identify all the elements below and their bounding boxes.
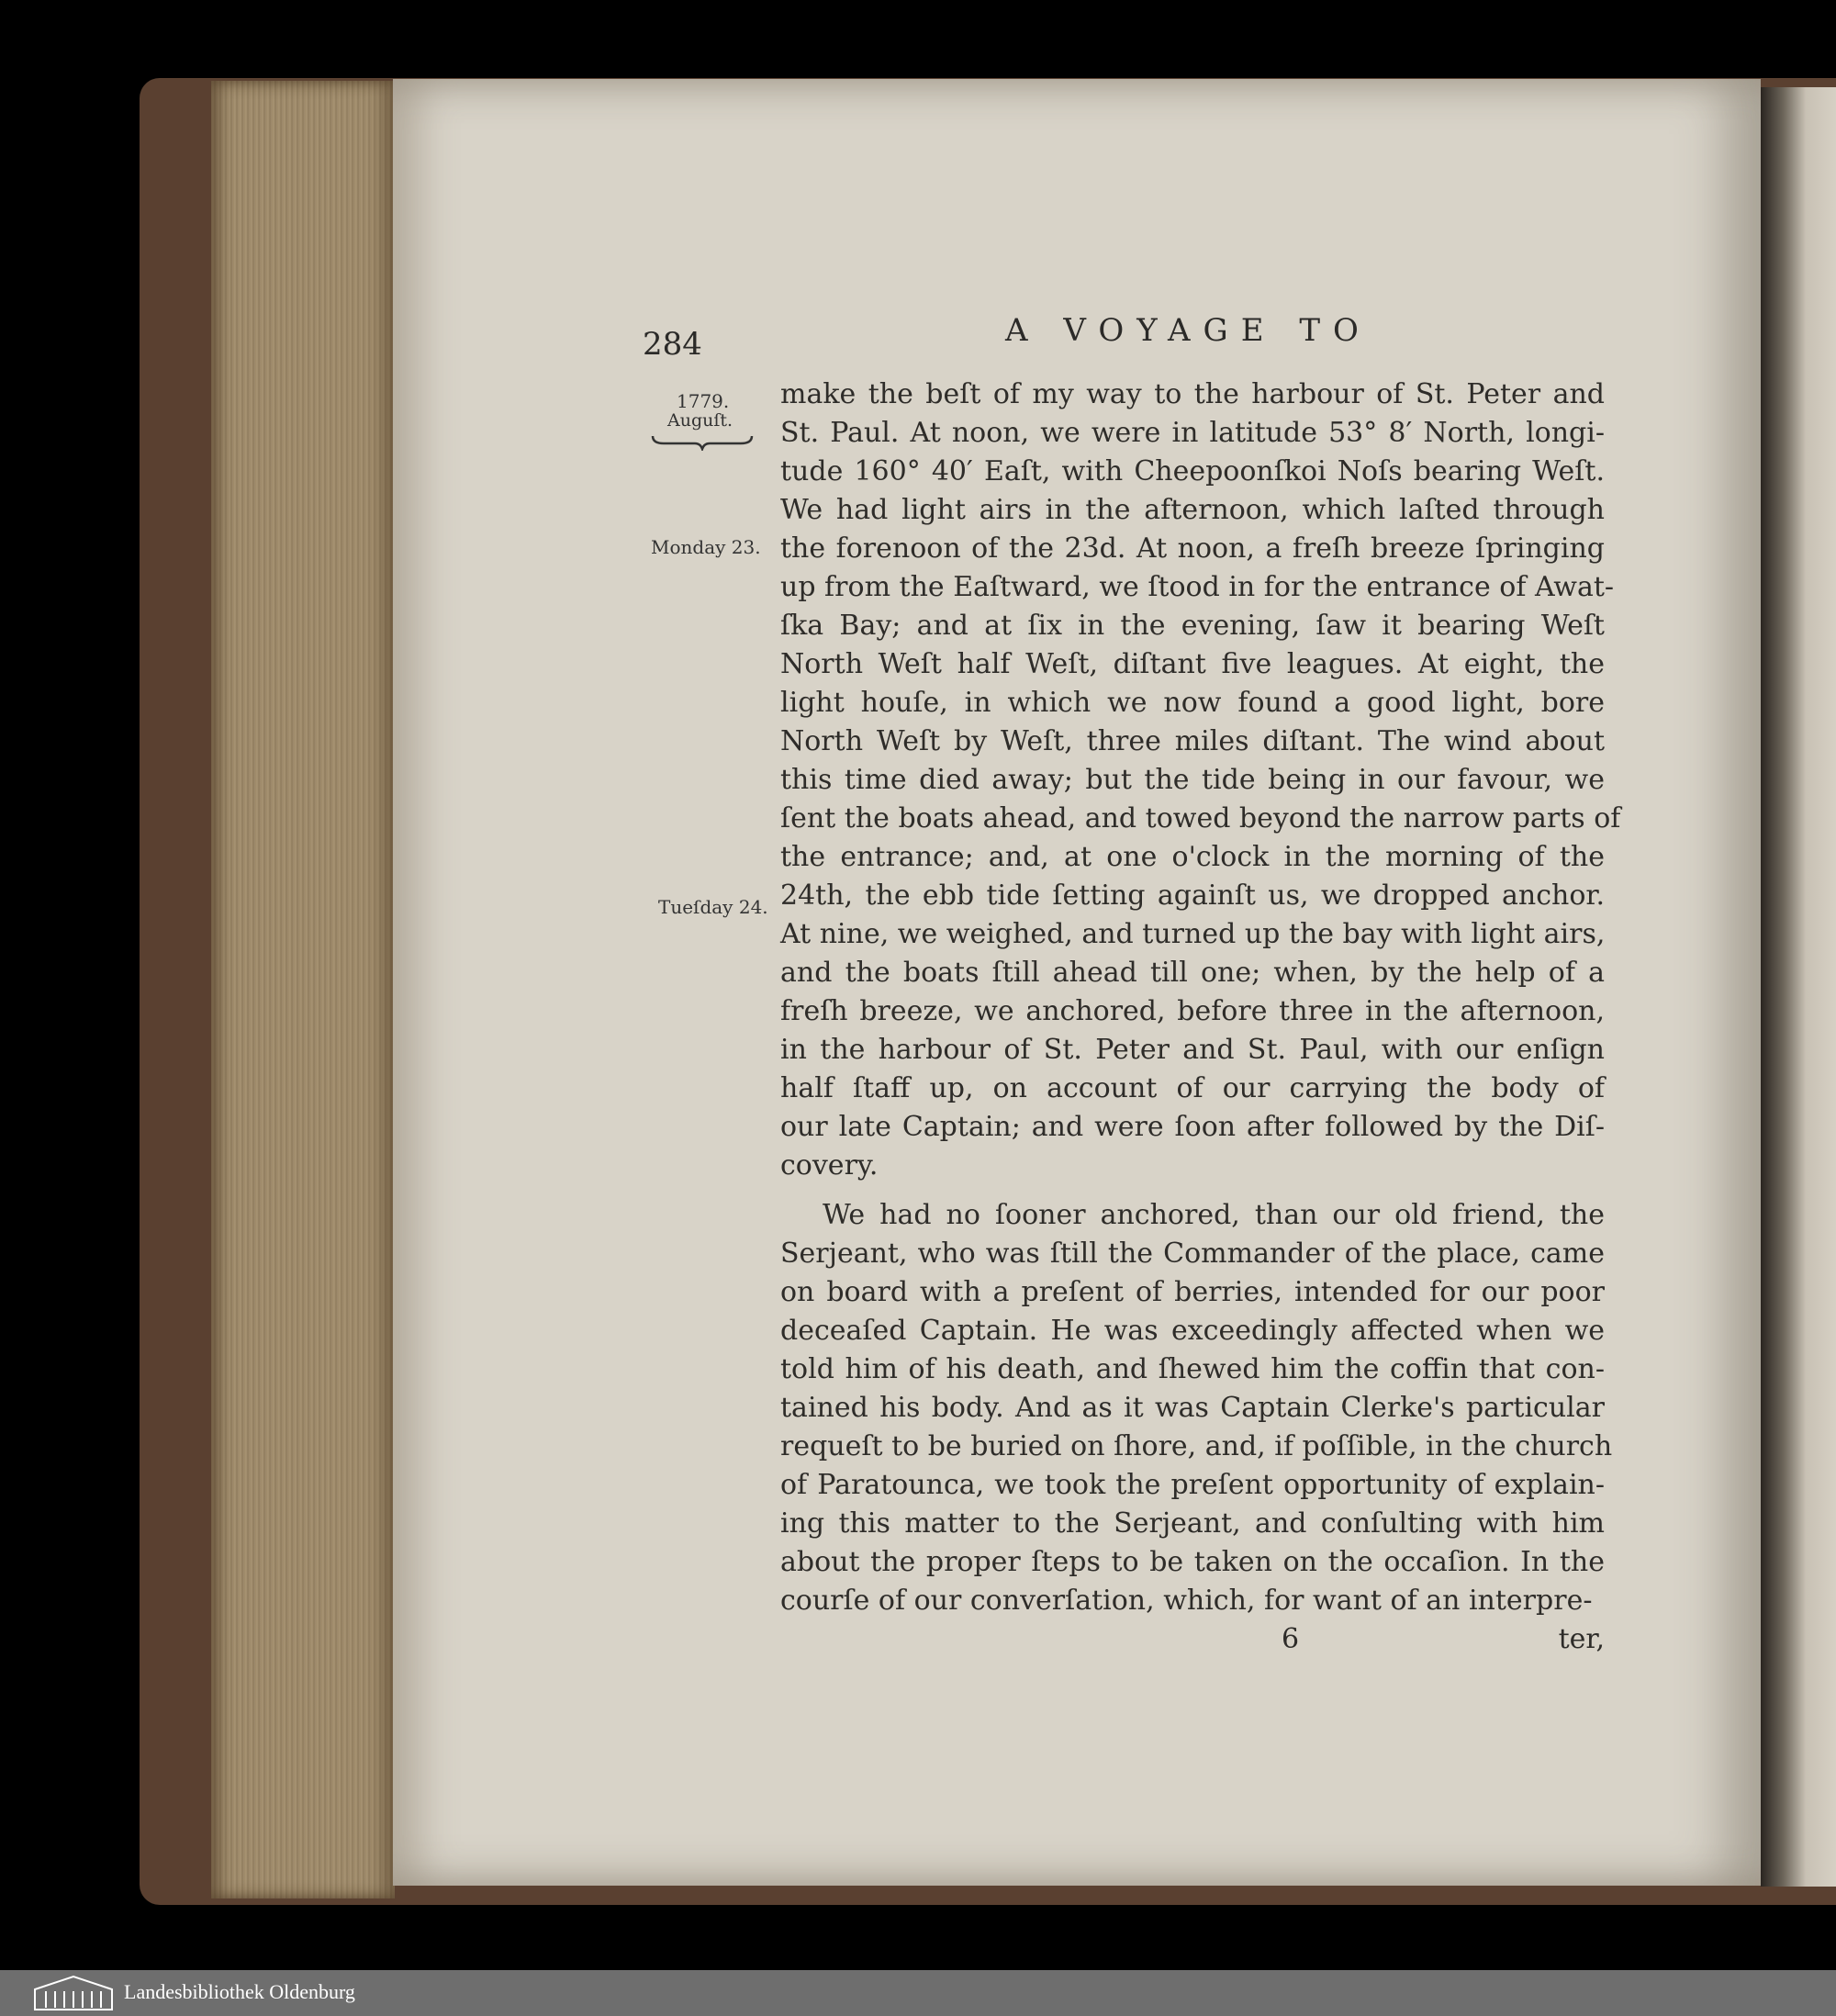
library-name: Landesbibliothek Oldenburg <box>124 1980 355 2003</box>
text-line: freſh breeze, we anchored, before three in the afternoon, <box>780 995 1605 1027</box>
text-line: half ſtaff up, on account of our carrying the body of <box>780 1072 1605 1104</box>
text-line: the entrance; and, at one o'clock in the morning of the <box>780 841 1605 873</box>
text-line: North Weſt by Weſt, three miles diſtant. The wind about <box>780 725 1605 757</box>
date-brace-icon <box>651 434 754 451</box>
text-line: on board with a preſent of berries, intended for our poor <box>780 1276 1605 1308</box>
paragraph-2 <box>780 1196 1613 1620</box>
body-text <box>780 375 1621 1659</box>
text-line: 24th, the ebb tide ſetting againſt us, we dropped anchor. <box>780 879 1605 912</box>
text-line: of Paratounca, we took the preſent opportunity of explain- <box>780 1469 1605 1501</box>
text-line: deceaſed Captain. He was exceedingly affected when we <box>780 1315 1605 1347</box>
signature-mark: 6 <box>1282 1623 1300 1655</box>
text-line: ſent the boats ahead, and towed beyond the narrow parts of <box>780 802 1621 834</box>
text-line: up from the Eaſtward, we ſtood in for the entrance of Awat- <box>780 571 1615 603</box>
margin-year: 1779. <box>677 390 730 412</box>
text-line: about the proper ſteps to be taken on the occaſion. In the <box>780 1546 1605 1578</box>
text-line: the forenoon of the 23d. At noon, a freſh breeze ſpringing <box>780 532 1605 565</box>
text-line: At nine, we weighed, and turned up the bay with light airs, <box>780 918 1606 950</box>
catchword: ter, <box>1558 1623 1605 1655</box>
text-line: covery. <box>780 1149 879 1182</box>
paragraph-1 <box>780 375 1621 1185</box>
text-line: courſe of our converſation, which, for want of an interpre- <box>780 1585 1593 1617</box>
text-line: requeſt to be buried on ſhore, and, if poſſible, in the church <box>780 1430 1613 1462</box>
page-foot <box>780 1620 1605 1659</box>
text-line: We had no ſooner anchored, than our old friend, the <box>823 1199 1605 1231</box>
margin-date-tuesday: Tueſday 24. <box>658 896 768 918</box>
page-number: 284 <box>643 326 702 363</box>
text-line: North Weſt half Weſt, diſtant five leagues. At eight, the <box>780 648 1605 680</box>
running-title: A VOYAGE TO <box>1005 312 1371 349</box>
text-line: make the beſt of my way to the harbour of St. Peter and <box>780 378 1605 410</box>
margin-month: Auguſt. <box>667 410 733 431</box>
page-edges <box>211 81 395 1898</box>
facing-page-gutter <box>1761 87 1836 1887</box>
margin-date-monday: Monday 23. <box>651 536 761 558</box>
text-line: tained his body. And as it was Captain Clerke's particular <box>780 1392 1605 1424</box>
text-line: and the boats ſtill ahead till one; when, by the help of a <box>780 957 1605 989</box>
text-line: our late Captain; and were ſoon after followed by the Diſ- <box>780 1111 1605 1143</box>
text-line: in the harbour of St. Peter and St. Paul, with our enſign <box>780 1034 1605 1066</box>
library-building-icon <box>31 1973 116 2011</box>
text-line: told him of his death, and ſhewed him the coffin that con- <box>780 1353 1605 1385</box>
text-line: this time died away; but the tide being in our favour, we <box>780 764 1605 796</box>
text-line: St. Paul. At noon, we were in latitude 53° 8′ North, longi- <box>780 417 1605 449</box>
text-line: ſka Bay; and at ſix in the evening, ſaw it bearing Weſt <box>780 610 1605 642</box>
text-line: tude 160° 40′ Eaſt, with Cheepoonſkoi Noſs bearing Weſt. <box>780 455 1605 487</box>
text-line: ing this matter to the Serjeant, and conſulting with him <box>780 1507 1605 1540</box>
text-line: We had light airs in the afternoon, which laſted through <box>780 494 1605 526</box>
text-line: light houſe, in which we now found a good light, bore <box>780 687 1605 719</box>
text-line: Serjeant, who was ſtill the Commander of the place, came <box>780 1238 1605 1270</box>
